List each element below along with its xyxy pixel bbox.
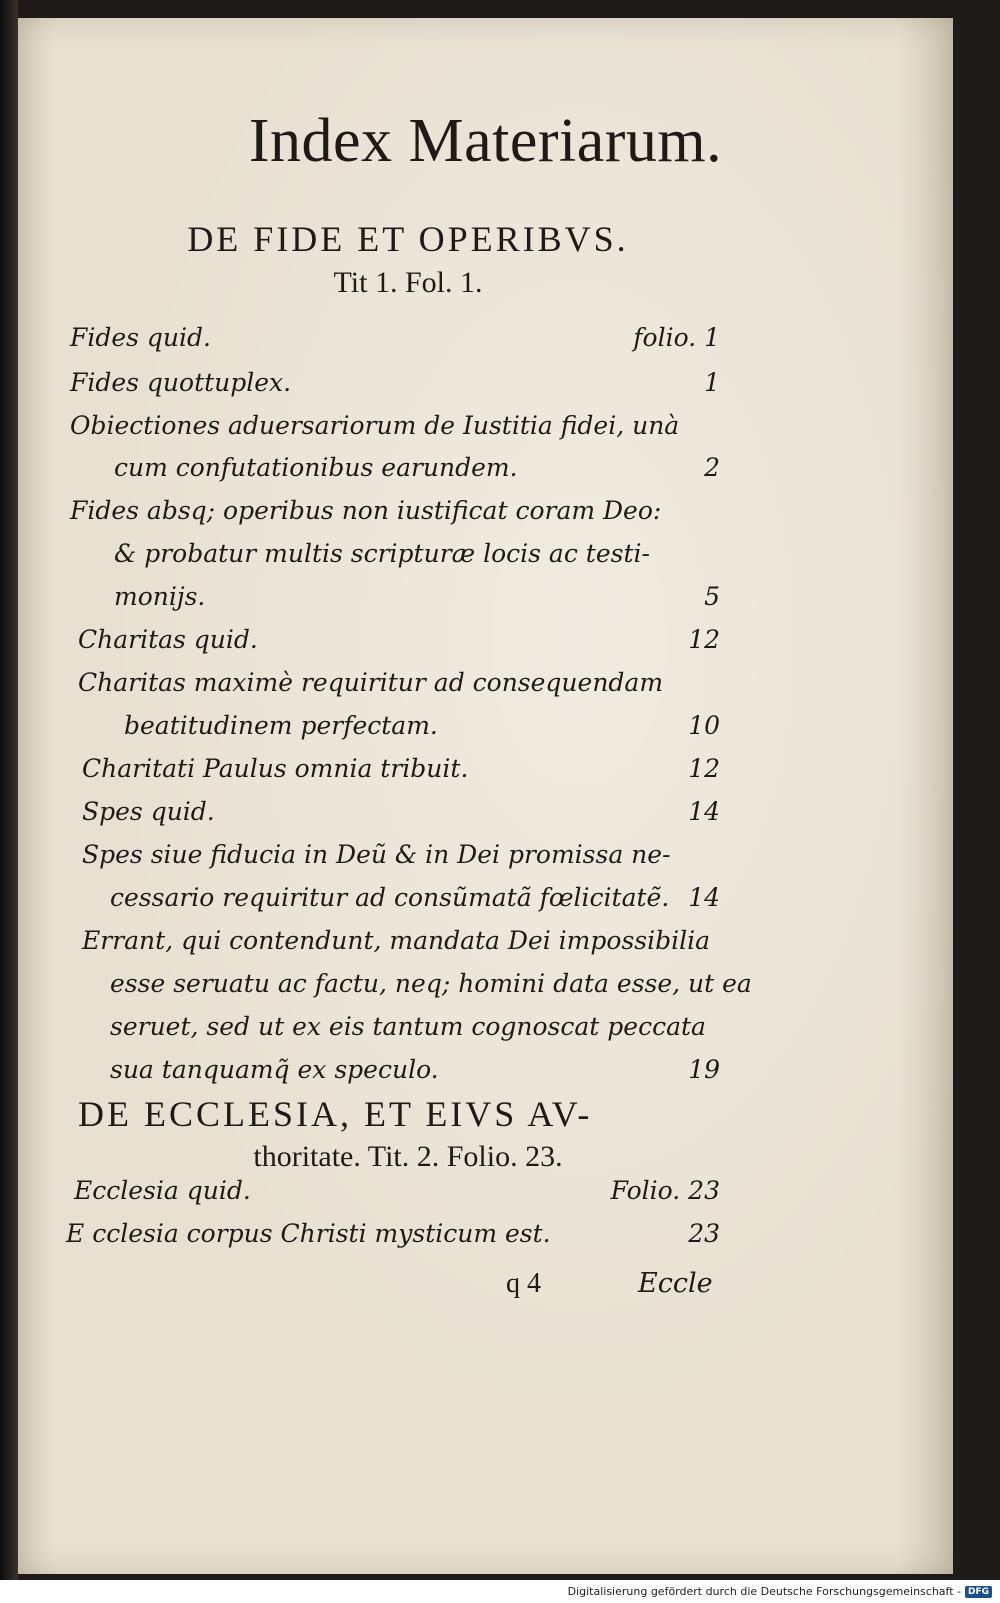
- dfg-logo: DFG: [965, 1586, 992, 1598]
- book-page: Index Materiarum. DE FIDE ET OPERIBVS. Tit 1. Fol. 1. Fides quid. folio. 1 Fides quottuplex. 1 Obiectiones aduersariorum de Iustitia fidei, unà cum confutationibus earundem. 2 Fides absq; operibus non iustificat coram Deo: & probatur multis scripturæ locis ac testi- monijs. 5 Charitas quid. 12 Charitas maximè requiritur ad consequendam beatitudinem perfectam. 10 Charitati Paulus omnia tribuit. 12 Spes quid. 14 Spes siue fiducia in Deũ & in Dei promissa ne- cessario requiritur ad consũmatã fœlicitatẽ. 14 Errant, qui contendunt, mandata Dei impossibilia esse seruatu ac factu, neq; homini data esse, ut ea seruet, sed ut ex eis tantum cognoscat peccata sua tanquamq̃ ex speculo. 19 DE ECCLESIA, ET EIVS AV- thoritate. Tit. 2. Folio. 23. Ecclesia quid. Folio. 23 E cclesia corpus Christi mysticum est. 23 q 4 Eccle: [18, 18, 953, 1574]
- signature-mark: q 4: [506, 1268, 541, 1299]
- footer-credit: Digitalisierung gefördert durch die Deutsche Forschungsgemeinschaft -: [567, 1585, 961, 1598]
- section-subtitle-ecclesia: thoritate. Tit. 2. Folio. 23.: [253, 1140, 563, 1173]
- book-gutter: [0, 0, 18, 1580]
- digitization-footer: [0, 1580, 1000, 1603]
- section-subtitle-fide: Tit 1. Fol. 1.: [333, 266, 483, 299]
- catchword: Eccle: [638, 1268, 713, 1299]
- page-header: Index Materiarum.: [248, 107, 723, 175]
- section-title-fide: DE FIDE ET OPERIBVS.: [187, 219, 629, 259]
- section-title-ecclesia: DE ECCLESIA, ET EIVS AV-: [78, 1094, 593, 1134]
